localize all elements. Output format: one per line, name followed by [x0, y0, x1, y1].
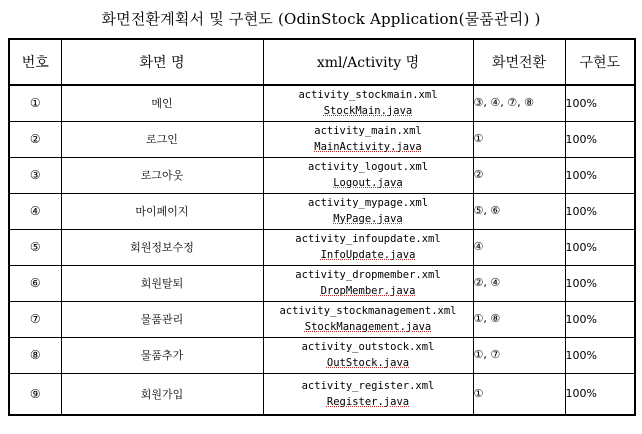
java-file: DropMember.java — [320, 285, 416, 297]
progress-cell: 100% — [565, 193, 635, 229]
header-screen-name: 화면 명 — [61, 39, 263, 85]
header-no: 번호 — [9, 39, 61, 85]
xml-activity-cell — [263, 265, 473, 301]
transition-cell: ②, ④ — [473, 265, 565, 301]
screen-name: 회원가입 — [61, 373, 263, 415]
transition-cell: ①, ⑦ — [473, 337, 565, 373]
java-file: MainActivity.java — [314, 141, 422, 153]
java-file: OutStock.java — [326, 357, 410, 369]
row-number: ③ — [9, 157, 61, 193]
table-row — [9, 157, 635, 193]
progress-cell: 100% — [565, 301, 635, 337]
header-progress: 구현도 — [565, 39, 635, 85]
row-number: ⑥ — [9, 265, 61, 301]
xml-activity-cell — [263, 121, 473, 157]
transition-cell: ①, ⑧ — [473, 301, 565, 337]
row-number: ⑧ — [9, 337, 61, 373]
transition-cell: ④ — [473, 229, 565, 265]
transition-cell: ① — [473, 121, 565, 157]
row-number: ⑦ — [9, 301, 61, 337]
progress-cell: 100% — [565, 85, 635, 121]
transition-cell: ⑤, ⑥ — [473, 193, 565, 229]
xml-file: activity_main.xml — [314, 125, 422, 137]
java-file: MyPage.java — [333, 213, 403, 225]
screen-name: 메인 — [61, 85, 263, 121]
xml-file: activity_infoupdate.xml — [295, 233, 441, 245]
screen-name: 로그아웃 — [61, 157, 263, 193]
xml-activity-cell — [263, 193, 473, 229]
header-transition: 화면전환 — [473, 39, 565, 85]
table-header-row — [9, 39, 635, 85]
transition-cell: ① — [473, 373, 565, 415]
screen-name: 마이페이지 — [61, 193, 263, 229]
transition-cell: ② — [473, 157, 565, 193]
row-number: ④ — [9, 193, 61, 229]
progress-cell: 100% — [565, 157, 635, 193]
xml-file: activity_register.xml — [301, 379, 435, 392]
java-file: InfoUpdate.java — [320, 249, 416, 261]
screen-name: 물품관리 — [61, 301, 263, 337]
java-file: Logout.java — [333, 177, 403, 189]
table-row — [9, 373, 635, 415]
xml-activity-cell — [263, 85, 473, 121]
progress-cell: 100% — [565, 121, 635, 157]
progress-cell: 100% — [565, 265, 635, 301]
xml-file: activity_stockmain.xml — [298, 89, 438, 102]
screen-name: 회원정보수정 — [61, 229, 263, 265]
table-row — [9, 229, 635, 265]
table-row — [9, 121, 635, 157]
xml-activity-cell — [263, 229, 473, 265]
screen-name: 로그인 — [61, 121, 263, 157]
row-number: ⑤ — [9, 229, 61, 265]
transition-cell: ③, ④, ⑦, ⑧ — [473, 85, 565, 121]
screen-name: 물품추가 — [61, 337, 263, 373]
xml-activity-cell — [263, 337, 473, 373]
row-number: ⑨ — [9, 373, 61, 415]
java-file: StockMain.java — [323, 105, 413, 118]
xml-activity-cell — [263, 301, 473, 337]
java-file: Register.java — [326, 395, 410, 408]
row-number: ② — [9, 121, 61, 157]
progress-cell: 100% — [565, 373, 635, 415]
table-row — [9, 85, 635, 121]
screen-plan-table — [8, 38, 636, 416]
table-row — [9, 265, 635, 301]
xml-file: activity_logout.xml — [307, 161, 429, 173]
xml-activity-cell — [263, 373, 473, 415]
document-title: 화면전환계획서 및 구현도 (OdinStock Application(물품관리) ) — [101, 10, 541, 28]
xml-file: activity_outstock.xml — [301, 341, 435, 353]
header-xml-activity: xml/Activity 명 — [263, 39, 473, 85]
xml-activity-cell — [263, 157, 473, 193]
progress-cell: 100% — [565, 337, 635, 373]
java-file: StockManagement.java — [304, 321, 432, 333]
table-row — [9, 301, 635, 337]
xml-file: activity_dropmember.xml — [295, 269, 441, 281]
xml-file: activity_mypage.xml — [307, 197, 429, 209]
screen-name: 회원탈퇴 — [61, 265, 263, 301]
table-row — [9, 193, 635, 229]
row-number: ① — [9, 85, 61, 121]
progress-cell: 100% — [565, 229, 635, 265]
xml-file: activity_stockmanagement.xml — [279, 305, 457, 317]
table-row — [9, 337, 635, 373]
